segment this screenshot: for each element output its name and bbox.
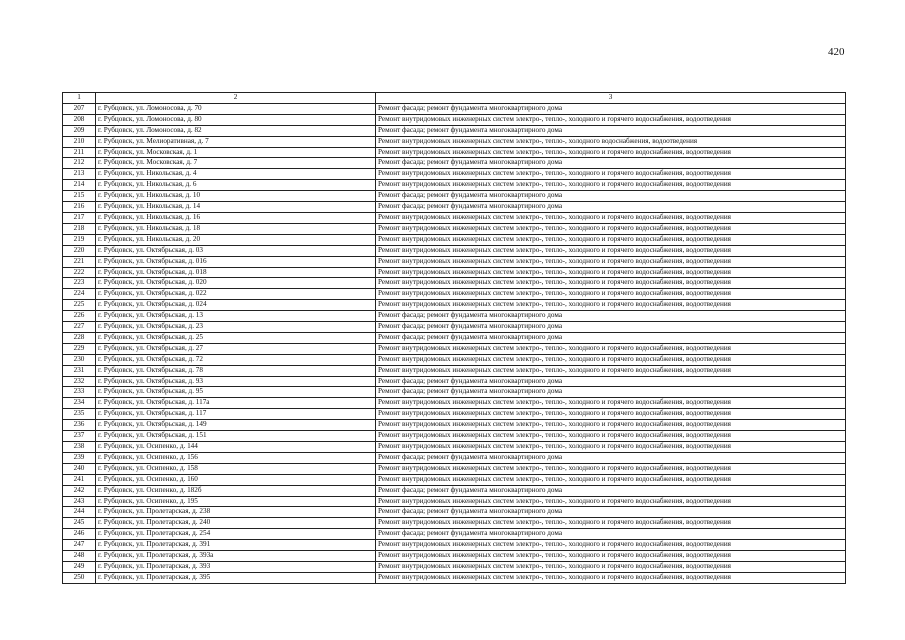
row-number: 218 [63, 223, 96, 234]
row-number: 250 [63, 572, 96, 583]
row-work-type: Ремонт фасада; ремонт фундамента многоквартирного дома [376, 387, 846, 398]
row-work-type: Ремонт внутридомовых инженерных систем электро-, тепло-, холодного и горячего водоснабжения, водоотведения [376, 212, 846, 223]
table-row [63, 234, 846, 245]
row-number: 234 [63, 398, 96, 409]
row-number: 241 [63, 474, 96, 485]
row-number: 222 [63, 267, 96, 278]
table-row [63, 278, 846, 289]
row-number: 232 [63, 376, 96, 387]
row-number: 215 [63, 191, 96, 202]
row-address: г. Рубцовск, ул. Октябрьская, д. 117 [96, 409, 376, 420]
row-work-type: Ремонт фасада; ремонт фундамента многоквартирного дома [376, 125, 846, 136]
row-work-type: Ремонт фасада; ремонт фундамента многоквартирного дома [376, 332, 846, 343]
table-row [63, 431, 846, 442]
table-row [63, 463, 846, 474]
table-row [63, 256, 846, 267]
table-row [63, 365, 846, 376]
row-address: г. Рубцовск, ул. Ломоносова, д. 82 [96, 125, 376, 136]
row-address: г. Рубцовск, ул. Октябрьская, д. 018 [96, 267, 376, 278]
row-address: г. Рубцовск, ул. Осипенко, д. 158 [96, 463, 376, 474]
table-row [63, 507, 846, 518]
row-address: г. Рубцовск, ул. Октябрьская, д. 024 [96, 300, 376, 311]
row-work-type: Ремонт внутридомовых инженерных систем электро-, тепло-, холодного и горячего водоснабжения, водоотведения [376, 518, 846, 529]
row-work-type: Ремонт внутридомовых инженерных систем электро-, тепло-, холодного и горячего водоснабжения, водоотведения [376, 463, 846, 474]
row-address: г. Рубцовск, ул. Ломоносова, д. 80 [96, 114, 376, 125]
row-address: г. Рубцовск, ул. Октябрьская, д. 149 [96, 420, 376, 431]
row-number: 207 [63, 103, 96, 114]
row-number: 246 [63, 529, 96, 540]
row-work-type: Ремонт внутридомовых инженерных систем электро-, тепло-, холодного и горячего водоснабжения, водоотведения [376, 474, 846, 485]
row-work-type: Ремонт внутридомовых инженерных систем электро-, тепло-, холодного и горячего водоснабжения, водоотведения [376, 234, 846, 245]
row-address: г. Рубцовск, ул. Октябрьская, д. 78 [96, 365, 376, 376]
row-work-type: Ремонт фасада; ремонт фундамента многоквартирного дома [376, 158, 846, 169]
row-number: 247 [63, 540, 96, 551]
row-address: г. Рубцовск, ул. Октябрьская, д. 95 [96, 387, 376, 398]
row-work-type: Ремонт внутридомовых инженерных систем электро-, тепло-, холодного и горячего водоснабжения, водоотведения [376, 442, 846, 453]
row-work-type: Ремонт внутридомовых инженерных систем электро-, тепло-, холодного и горячего водоснабжения, водоотведения [376, 572, 846, 583]
table-row [63, 147, 846, 158]
row-address: г. Рубцовск, ул. Октябрьская, д. 23 [96, 322, 376, 333]
row-address: г. Рубцовск, ул. Московская, д. 7 [96, 158, 376, 169]
table-row [63, 354, 846, 365]
table-row [63, 212, 846, 223]
row-work-type: Ремонт внутридомовых инженерных систем электро-, тепло-, холодного и горячего водоснабжения, водоотведения [376, 147, 846, 158]
row-address: г. Рубцовск, ул. Никольская, д. 14 [96, 202, 376, 213]
row-address: г. Рубцовск, ул. Октябрьская, д. 022 [96, 289, 376, 300]
row-work-type: Ремонт фасада; ремонт фундамента многоквартирного дома [376, 485, 846, 496]
row-work-type: Ремонт внутридомовых инженерных систем электро-, тепло-, холодного и горячего водоснабжения, водоотведения [376, 300, 846, 311]
row-address: г. Рубцовск, ул. Осипенко, д. 144 [96, 442, 376, 453]
table-body [63, 103, 846, 583]
row-work-type: Ремонт внутридомовых инженерных систем электро-, тепло-, холодного водоснабжения, водоотведения [376, 136, 846, 147]
row-work-type: Ремонт внутридомовых инженерных систем электро-, тепло-, холодного и горячего водоснабжения, водоотведения [376, 223, 846, 234]
row-address: г. Рубцовск, ул. Пролетарская, д. 391 [96, 540, 376, 551]
row-number: 245 [63, 518, 96, 529]
row-number: 230 [63, 354, 96, 365]
table-row [63, 496, 846, 507]
row-address: г. Рубцовск, ул. Пролетарская, д. 254 [96, 529, 376, 540]
column-header-work-type: 3 [376, 93, 846, 104]
row-work-type: Ремонт внутридомовых инженерных систем электро-, тепло-, холодного и горячего водоснабжения, водоотведения [376, 289, 846, 300]
row-work-type: Ремонт внутридомовых инженерных систем электро-, тепло-, холодного и горячего водоснабжения, водоотведения [376, 114, 846, 125]
row-number: 220 [63, 245, 96, 256]
page-number: 420 [828, 46, 845, 58]
row-number: 242 [63, 485, 96, 496]
row-work-type: Ремонт фасада; ремонт фундамента многоквартирного дома [376, 103, 846, 114]
row-number: 248 [63, 551, 96, 562]
table-row [63, 245, 846, 256]
row-work-type: Ремонт внутридомовых инженерных систем электро-, тепло-, холодного и горячего водоснабжения, водоотведения [376, 420, 846, 431]
table-row [63, 169, 846, 180]
row-number: 221 [63, 256, 96, 267]
row-address: г. Рубцовск, ул. Октябрьская, д. 25 [96, 332, 376, 343]
row-work-type: Ремонт внутридомовых инженерных систем электро-, тепло-, холодного и горячего водоснабжения, водоотведения [376, 496, 846, 507]
row-address: г. Рубцовск, ул. Московская, д. 1 [96, 147, 376, 158]
row-work-type: Ремонт фасада; ремонт фундамента многоквартирного дома [376, 507, 846, 518]
table-row [63, 561, 846, 572]
row-address: г. Рубцовск, ул. Октябрьская, д. 151 [96, 431, 376, 442]
table-row [63, 442, 846, 453]
table-row [63, 387, 846, 398]
row-number: 225 [63, 300, 96, 311]
table-row [63, 125, 846, 136]
row-address: г. Рубцовск, ул. Пролетарская, д. 393 [96, 561, 376, 572]
row-work-type: Ремонт фасада; ремонт фундамента многоквартирного дома [376, 376, 846, 387]
row-work-type: Ремонт фасада; ремонт фундамента многоквартирного дома [376, 191, 846, 202]
row-address: г. Рубцовск, ул. Октябрьская, д. 13 [96, 311, 376, 322]
row-number: 224 [63, 289, 96, 300]
row-address: г. Рубцовск, ул. Октябрьская, д. 016 [96, 256, 376, 267]
row-number: 217 [63, 212, 96, 223]
row-work-type: Ремонт внутридомовых инженерных систем электро-, тепло-, холодного и горячего водоснабжения, водоотведения [376, 343, 846, 354]
row-work-type: Ремонт фасада; ремонт фундамента многоквартирного дома [376, 322, 846, 333]
table-row [63, 332, 846, 343]
row-number: 216 [63, 202, 96, 213]
row-number: 226 [63, 311, 96, 322]
row-address: г. Рубцовск, ул. Пролетарская, д. 240 [96, 518, 376, 529]
table-row [63, 452, 846, 463]
table-row [63, 191, 846, 202]
table-row [63, 529, 846, 540]
row-number: 231 [63, 365, 96, 376]
table-row [63, 136, 846, 147]
table-row [63, 223, 846, 234]
row-work-type: Ремонт внутридомовых инженерных систем электро-, тепло-, холодного и горячего водоснабжения, водоотведения [376, 267, 846, 278]
row-address: г. Рубцовск, ул. Осипенко, д. 182б [96, 485, 376, 496]
row-number: 213 [63, 169, 96, 180]
table-row [63, 289, 846, 300]
row-work-type: Ремонт фасада; ремонт фундамента многоквартирного дома [376, 529, 846, 540]
row-address: г. Рубцовск, ул. Октябрьская, д. 117а [96, 398, 376, 409]
row-number: 209 [63, 125, 96, 136]
row-address: г. Рубцовск, ул. Октябрьская, д. 020 [96, 278, 376, 289]
row-address: г. Рубцовск, ул. Октябрьская, д. 03 [96, 245, 376, 256]
table-row [63, 322, 846, 333]
row-number: 238 [63, 442, 96, 453]
column-header-address: 2 [96, 93, 376, 104]
row-number: 223 [63, 278, 96, 289]
table-row [63, 551, 846, 562]
row-number: 208 [63, 114, 96, 125]
table-row [63, 474, 846, 485]
table-row [63, 409, 846, 420]
row-number: 214 [63, 180, 96, 191]
row-work-type: Ремонт фасада; ремонт фундамента многоквартирного дома [376, 311, 846, 322]
row-work-type: Ремонт внутридомовых инженерных систем электро-, тепло-, холодного и горячего водоснабжения, водоотведения [376, 561, 846, 572]
row-number: 240 [63, 463, 96, 474]
row-work-type: Ремонт внутридомовых инженерных систем электро-, тепло-, холодного и горячего водоснабжения, водоотведения [376, 365, 846, 376]
row-number: 237 [63, 431, 96, 442]
row-work-type: Ремонт внутридомовых инженерных систем электро-, тепло-, холодного и горячего водоснабжения, водоотведения [376, 245, 846, 256]
row-address: г. Рубцовск, ул. Пролетарская, д. 393а [96, 551, 376, 562]
table-row [63, 202, 846, 213]
row-work-type: Ремонт фасада; ремонт фундамента многоквартирного дома [376, 202, 846, 213]
row-work-type: Ремонт внутридомовых инженерных систем электро-, тепло-, холодного и горячего водоснабжения, водоотведения [376, 540, 846, 551]
table-row [63, 180, 846, 191]
row-work-type: Ремонт внутридомовых инженерных систем электро-, тепло-, холодного и горячего водоснабжения, водоотведения [376, 409, 846, 420]
row-work-type: Ремонт внутридомовых инженерных систем электро-, тепло-, холодного и горячего водоснабжения, водоотведения [376, 278, 846, 289]
table-header-row [63, 93, 846, 104]
row-address: г. Рубцовск, ул. Никольская, д. 16 [96, 212, 376, 223]
row-address: г. Рубцовск, ул. Октябрьская, д. 27 [96, 343, 376, 354]
table-row [63, 300, 846, 311]
row-number: 239 [63, 452, 96, 463]
table-row [63, 267, 846, 278]
row-number: 233 [63, 387, 96, 398]
table-row [63, 343, 846, 354]
row-address: г. Рубцовск, ул. Никольская, д. 10 [96, 191, 376, 202]
row-address: г. Рубцовск, ул. Октябрьская, д. 72 [96, 354, 376, 365]
row-number: 210 [63, 136, 96, 147]
row-number: 219 [63, 234, 96, 245]
row-number: 211 [63, 147, 96, 158]
row-address: г. Рубцовск, ул. Осипенко, д. 195 [96, 496, 376, 507]
column-header-number: 1 [63, 93, 96, 104]
row-work-type: Ремонт фасада; ремонт фундамента многоквартирного дома [376, 452, 846, 463]
row-address: г. Рубцовск, ул. Никольская, д. 6 [96, 180, 376, 191]
row-work-type: Ремонт внутридомовых инженерных систем электро-, тепло-, холодного и горячего водоснабжения, водоотведения [376, 180, 846, 191]
table-row [63, 420, 846, 431]
table-row [63, 376, 846, 387]
row-number: 244 [63, 507, 96, 518]
row-number: 212 [63, 158, 96, 169]
repair-registry-table [62, 92, 846, 584]
row-number: 236 [63, 420, 96, 431]
row-work-type: Ремонт внутридомовых инженерных систем электро-, тепло-, холодного и горячего водоснабжения, водоотведения [376, 354, 846, 365]
row-number: 243 [63, 496, 96, 507]
row-number: 228 [63, 332, 96, 343]
row-work-type: Ремонт внутридомовых инженерных систем электро-, тепло-, холодного и горячего водоснабжения, водоотведения [376, 431, 846, 442]
row-address: г. Рубцовск, ул. Осипенко, д. 160 [96, 474, 376, 485]
row-work-type: Ремонт внутридомовых инженерных систем электро-, тепло-, холодного и горячего водоснабжения, водоотведения [376, 256, 846, 267]
table-row [63, 103, 846, 114]
row-number: 235 [63, 409, 96, 420]
table-row [63, 540, 846, 551]
row-address: г. Рубцовск, ул. Пролетарская, д. 395 [96, 572, 376, 583]
table-row [63, 485, 846, 496]
table-row [63, 398, 846, 409]
row-work-type: Ремонт внутридомовых инженерных систем электро-, тепло-, холодного и горячего водоснабжения, водоотведения [376, 551, 846, 562]
row-address: г. Рубцовск, ул. Ломоносова, д. 70 [96, 103, 376, 114]
table-row [63, 114, 846, 125]
row-number: 249 [63, 561, 96, 572]
table-row [63, 311, 846, 322]
row-address: г. Рубцовск, ул. Никольская, д. 4 [96, 169, 376, 180]
row-work-type: Ремонт внутридомовых инженерных систем электро-, тепло-, холодного и горячего водоснабжения, водоотведения [376, 169, 846, 180]
row-address: г. Рубцовск, ул. Осипенко, д. 156 [96, 452, 376, 463]
row-work-type: Ремонт внутридомовых инженерных систем электро-, тепло-, холодного и горячего водоснабжения, водоотведения [376, 398, 846, 409]
table-row [63, 158, 846, 169]
row-number: 229 [63, 343, 96, 354]
row-address: г. Рубцовск, ул. Никольская, д. 20 [96, 234, 376, 245]
row-address: г. Рубцовск, ул. Пролетарская, д. 238 [96, 507, 376, 518]
table-row [63, 518, 846, 529]
table-row [63, 572, 846, 583]
row-address: г. Рубцовск, ул. Мелиоративная, д. 7 [96, 136, 376, 147]
row-address: г. Рубцовск, ул. Октябрьская, д. 93 [96, 376, 376, 387]
row-number: 227 [63, 322, 96, 333]
row-address: г. Рубцовск, ул. Никольская, д. 18 [96, 223, 376, 234]
